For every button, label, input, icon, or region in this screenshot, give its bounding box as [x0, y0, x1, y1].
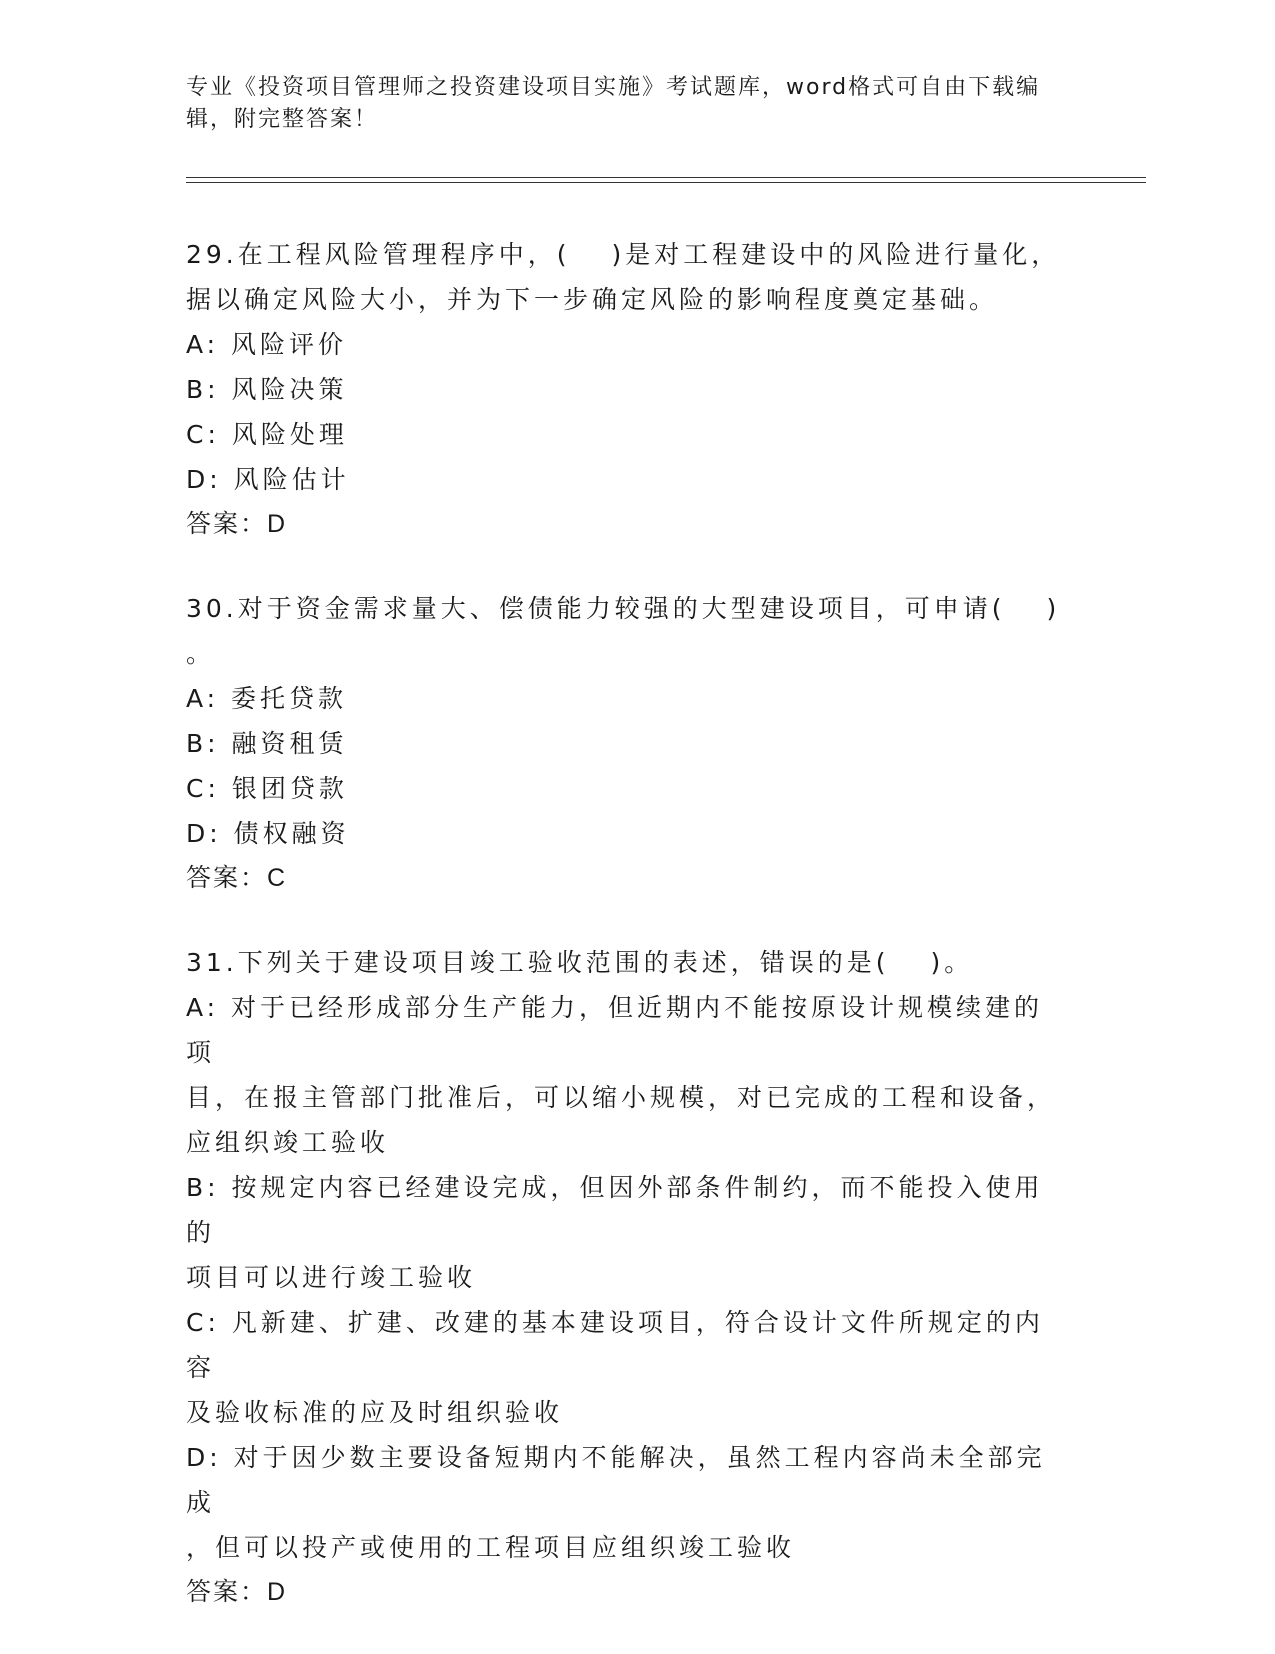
- header-divider-top: [186, 177, 1146, 178]
- answer: 答案：D: [186, 510, 288, 538]
- option-a: A: 委托贷款: [186, 684, 348, 713]
- option-b-cont: 项目可以进行竣工验收: [186, 1263, 477, 1292]
- option-d-cont: ，但可以投产或使用的工程项目应组织竣工验收: [186, 1533, 796, 1562]
- option-d: D: 对于因少数主要设备短期内不能解决，虽然工程内容尚未全部完成: [186, 1443, 1046, 1517]
- option-a: A: 对于已经形成部分生产能力，但近期内不能按原设计规模续建的项: [186, 993, 1044, 1067]
- question-29: [186, 232, 1066, 547]
- question-stem-line: 据以确定风险大小，并为下一步确定风险的影响程度奠定基础。: [186, 285, 999, 314]
- option-d: D: 债权融资: [186, 819, 350, 848]
- question-stem-line: 30.对于资金需求量大、偿债能力较强的大型建设项目，可申请( ): [186, 594, 1061, 623]
- option-c: C: 凡新建、扩建、改建的基本建设项目，符合设计文件所规定的内容: [186, 1308, 1044, 1382]
- question-stem-line: 31.下列关于建设项目竣工验收范围的表述，错误的是( )。: [186, 948, 974, 977]
- header-line-1: 专业《投资项目管理师之投资建设项目实施》考试题库，word格式可自由下载编: [186, 75, 1041, 100]
- question-list: [186, 232, 1066, 1654]
- option-b: B: 融资租赁: [186, 729, 348, 758]
- answer: 答案：D: [186, 1578, 288, 1606]
- header-divider-bottom: [186, 182, 1146, 183]
- option-a-cont: 应组织竣工验收: [186, 1128, 390, 1157]
- question-30: [186, 586, 1066, 901]
- option-c-cont: 及验收标准的应及时组织验收: [186, 1398, 564, 1427]
- option-a-cont: 目，在报主管部门批准后，可以缩小规模，对已完成的工程和设备，: [186, 1083, 1057, 1112]
- question-stem-line: 。: [186, 639, 216, 668]
- option-c: C: 风险处理: [186, 420, 348, 449]
- question-stem-line: 29.在工程风险管理程序中，( )是对工程建设中的风险进行量化，: [186, 240, 1061, 269]
- header-line-2: 辑，附完整答案！: [186, 107, 379, 132]
- option-d: D: 风险估计: [186, 465, 350, 494]
- question-31: [186, 940, 1066, 1615]
- option-b: B: 风险决策: [186, 375, 348, 404]
- option-a: A: 风险评价: [186, 330, 348, 359]
- document-header: [186, 72, 1066, 136]
- option-c: C: 银团贷款: [186, 774, 348, 803]
- answer: 答案：C: [186, 864, 288, 892]
- option-b: B: 按规定内容已经建设完成，但因外部条件制约，而不能投入使用的: [186, 1173, 1044, 1247]
